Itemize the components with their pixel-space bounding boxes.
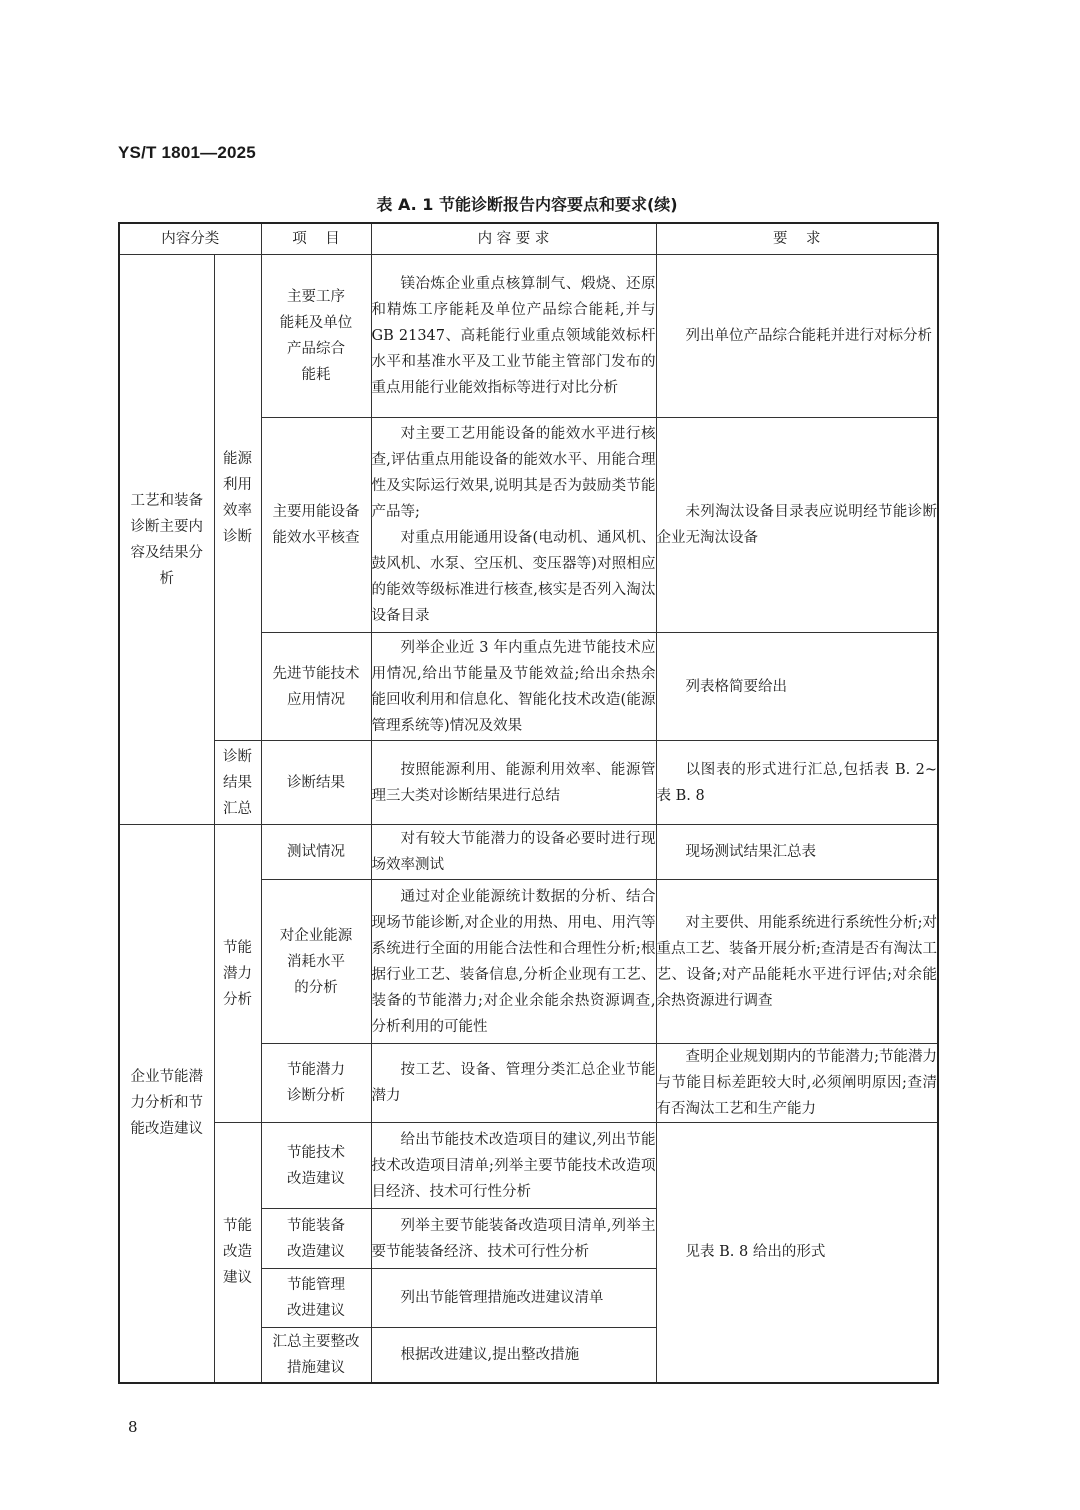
table-row <box>119 255 938 418</box>
item-cell: 主要用能设备 能效水平核查 <box>261 418 371 633</box>
content-paragraph: 对重点用能通用设备(电动机、通风机、鼓风机、水泵、空压机、变压器等)对照相应的能效等级标准进行核查,核实是否列入淘汰设备目录 <box>371 530 656 624</box>
header-item: 项 目 <box>261 223 371 255</box>
content-cell: 对有较大节能潜力的设备必要时进行现场效率测试 <box>371 825 656 880</box>
content-cell: 镁冶炼企业重点核算制气、煅烧、还原和精炼工序能耗及单位产品综合能耗,并与 GB 21347、高耗能行业重点领域能效标杆水平和基准水平及工业节能主管部门发布的重点用能行业能效指标等进行对比分析 <box>371 255 656 418</box>
subcategory-cell: 节能潜力分析 <box>214 825 261 1123</box>
content-cell: 列出节能管理措施改进建议清单 <box>371 1269 656 1328</box>
item-cell: 诊断结果 <box>261 741 371 825</box>
header-category: 内容分类 <box>119 223 261 255</box>
page-number: 8 <box>128 1418 138 1436</box>
content-cell: 按工艺、设备、管理分类汇总企业节能潜力 <box>371 1044 656 1123</box>
requirement-cell: 列表格简要给出 <box>656 633 938 741</box>
table-row <box>119 1123 938 1209</box>
item-cell: 节能潜力 诊断分析 <box>261 1044 371 1123</box>
item-cell: 测试情况 <box>261 825 371 880</box>
content-paragraph: 对主要工艺用能设备的能效水平进行核查,评估重点用能设备的能效水平、用能合理性及实际运行效果,说明其是否为鼓励类节能产品等; <box>371 426 656 520</box>
document-id: YS/T 1801—2025 <box>118 143 256 162</box>
table-row <box>119 825 938 880</box>
header-content: 内 容 要 求 <box>371 223 656 255</box>
content-cell: 列举主要节能装备改造项目清单,列举主要节能装备经济、技术可行性分析 <box>371 1209 656 1269</box>
requirements-table <box>118 222 939 1384</box>
header-requirement: 要 求 <box>656 223 938 255</box>
item-cell: 节能技术 改造建议 <box>261 1123 371 1209</box>
content-cell: 按照能源利用、能源利用效率、能源管理三大类对诊断结果进行总结 <box>371 741 656 825</box>
item-cell: 节能管理 改进建议 <box>261 1269 371 1328</box>
content-cell: 通过对企业能源统计数据的分析、结合现场节能诊断,对企业的用热、用电、用汽等系统进行全面的用能合法性和合理性分析;根据行业工艺、装备信息,分析企业现有工艺、装备的节能潜力;对企业余能余热资源调查,分析利用的可能性 <box>371 880 656 1044</box>
content-cell: 根据改进建议,提出整改措施 <box>371 1328 656 1383</box>
category-cell: 企业节能潜力分析和节能改造建议 <box>119 825 214 1383</box>
item-cell: 汇总主要整改 措施建议 <box>261 1328 371 1383</box>
requirement-cell: 查明企业规划期内的节能潜力;节能潜力与节能目标差距较大时,必须阐明原因;查清有否淘汰工艺和生产能力 <box>656 1044 938 1123</box>
category-cell: 工艺和装备诊断主要内容及结果分析 <box>119 255 214 825</box>
item-cell: 节能装备 改造建议 <box>261 1209 371 1269</box>
subcategory-cell: 诊断结果汇总 <box>214 741 261 825</box>
content-cell: 给出节能技术改造项目的建议,列出节能技术改造项目清单;列举主要节能技术改造项目经济、技术可行性分析 <box>371 1123 656 1209</box>
item-cell: 先进节能技术 应用情况 <box>261 633 371 741</box>
item-cell: 主要工序 能耗及单位 产品综合 能耗 <box>261 255 371 418</box>
table-caption: 表 A. 1 节能诊断报告内容要点和要求(续) <box>376 195 678 214</box>
table-header-row <box>119 223 938 255</box>
requirement-cell: 见表 B. 8 给出的形式 <box>656 1123 938 1383</box>
table-row <box>119 741 938 825</box>
requirement-cell: 对主要供、用能系统进行系统性分析;对重点工艺、装备开展分析;查清是否有淘汰工艺、设备;对产品能耗水平进行评估;对余能余热资源进行调查 <box>656 880 938 1044</box>
subcategory-cell: 能源利用效率诊断 <box>214 255 261 741</box>
item-cell: 对企业能源 消耗水平 的分析 <box>261 880 371 1044</box>
requirement-cell: 未列淘汰设备目录表应说明经节能诊断企业无淘汰设备 <box>656 418 938 633</box>
content-cell: 列举企业近 3 年内重点先进节能技术应用情况,给出节能量及节能效益;给出余热余能回收利用和信息化、智能化技术改造(能源管理系统等)情况及效果 <box>371 633 656 741</box>
subcategory-cell: 节能改造建议 <box>214 1123 261 1383</box>
content-cell <box>371 418 656 633</box>
requirement-cell: 现场测试结果汇总表 <box>656 825 938 880</box>
requirement-cell: 列出单位产品综合能耗并进行对标分析 <box>656 255 938 418</box>
requirement-cell: 以图表的形式进行汇总,包括表 B. 2~表 B. 8 <box>656 741 938 825</box>
